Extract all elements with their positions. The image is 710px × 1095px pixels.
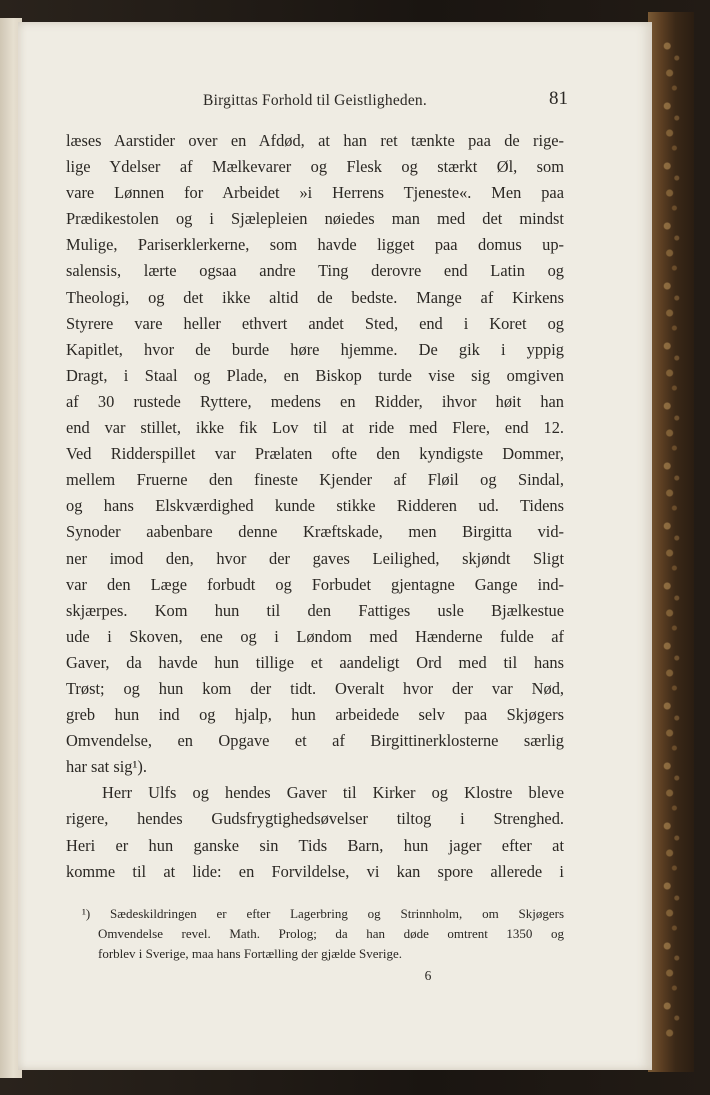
text-line: ner imod den, hvor der gaves Leilighed, skjøndt Sligt	[66, 548, 564, 568]
text-line: læses Aarstider over en Afdød, at han ret tænkte paa de rige-	[66, 131, 564, 150]
footnotes	[66, 904, 564, 964]
text-line: vare Lønnen for Arbeidet »i Herrens Tjeneste«. Men paa	[66, 183, 564, 203]
text-line: af 30 rustede Ryttere, medens en Ridder, ihvor høit han	[66, 391, 564, 411]
text-line: Mulige, Pariserklerkerne, som havde ligget paa domus up-	[66, 235, 564, 255]
text-line: Ved Ridderspillet var Prælaten ofte den kyndigste Dommer,	[66, 444, 564, 464]
text-line: Trøst; og hun kom der tidt. Overalt hvor der var Nød,	[66, 678, 564, 698]
paragraph-start-line: Herr Ulfs og hendes Gaver til Kirker og Klostre bleve	[102, 783, 564, 803]
text-line: rigere, hendes Gudsfrygtighedsøvelser tiltog i Strenghed.	[66, 809, 564, 829]
signature-mark: 6	[424, 968, 432, 983]
text-line: end var stillet, ikke fik Lov til at ride med Flere, end 12.	[66, 418, 564, 438]
text-line: og hans Elskværdighed kunde stikke Ridderen ud. Tidens	[66, 496, 564, 516]
text-line: Prædikestolen og i Sjælepleien nøiedes man med det mindst	[66, 209, 564, 229]
text-line: lige Ydelser af Mælkevarer og Flesk og stærkt Øl, som	[66, 157, 564, 177]
text-line: Heri er hun ganske sin Tids Barn, hun jager efter at	[66, 835, 564, 855]
text-line: Gaver, da havde hun tillige et aandeligt Ord med til hans	[66, 652, 564, 672]
text-line: Synoder aabenbare denne Kræftskade, men Birgitta vid-	[66, 522, 564, 542]
body-text	[66, 128, 564, 885]
marbled-edge	[660, 40, 684, 1040]
text-line: Dragt, i Staal og Plade, en Biskop turde vise sig omgiven	[66, 365, 564, 385]
page-number: 81	[549, 88, 568, 109]
text-line: mellem Fruerne den fineste Kjender af Fløil og Sindal,	[66, 470, 564, 490]
footnote-line: forblev i Sverige, maa hans Fortælling der gjælde Sverige.	[98, 946, 402, 961]
text-line: greb hun ind og hjalp, hun arbeidede selv paa Skjøgers	[66, 705, 564, 725]
text-line: var den Læge forbudt og Forbudet gjentagne Gange ind-	[66, 574, 564, 594]
text-line: har sat sig¹).	[66, 757, 147, 777]
footnote-line: ¹) Sædeskildringen er efter Lagerbring og Strinnholm, om Skjøgers	[82, 906, 564, 921]
text-line: skjærpes. Kom hun til den Fattiges usle Bjælkestue	[66, 600, 564, 620]
text-line: ude i Skoven, ene og i Løndom med Hænderne fulde af	[66, 626, 564, 646]
footnote-line: Omvendelse revel. Math. Prolog; da han døde omtrent 1350 og	[98, 926, 564, 941]
text-line: Omvendelse, en Opgave et af Birgittinerklosterne særlig	[66, 731, 564, 751]
text-line: Styrere vare heller ethvert andet Sted, end i Koret og	[66, 313, 564, 333]
running-title: Birgittas Forhold til Geistligheden.	[203, 92, 427, 109]
text-line: Theologi, og det ikke altid de bedste. Mange af Kirkens	[66, 287, 564, 307]
book-page	[18, 22, 652, 1070]
running-header	[66, 88, 568, 118]
text-line: salensis, lærte ogsaa andre Ting derovre end Latin og	[66, 261, 564, 281]
text-line: Kapitlet, hvor de burde høre hjemme. De gik i yppig	[66, 339, 564, 359]
text-line: komme til at lide: en Forvildelse, vi kan spore allerede i	[66, 861, 564, 881]
